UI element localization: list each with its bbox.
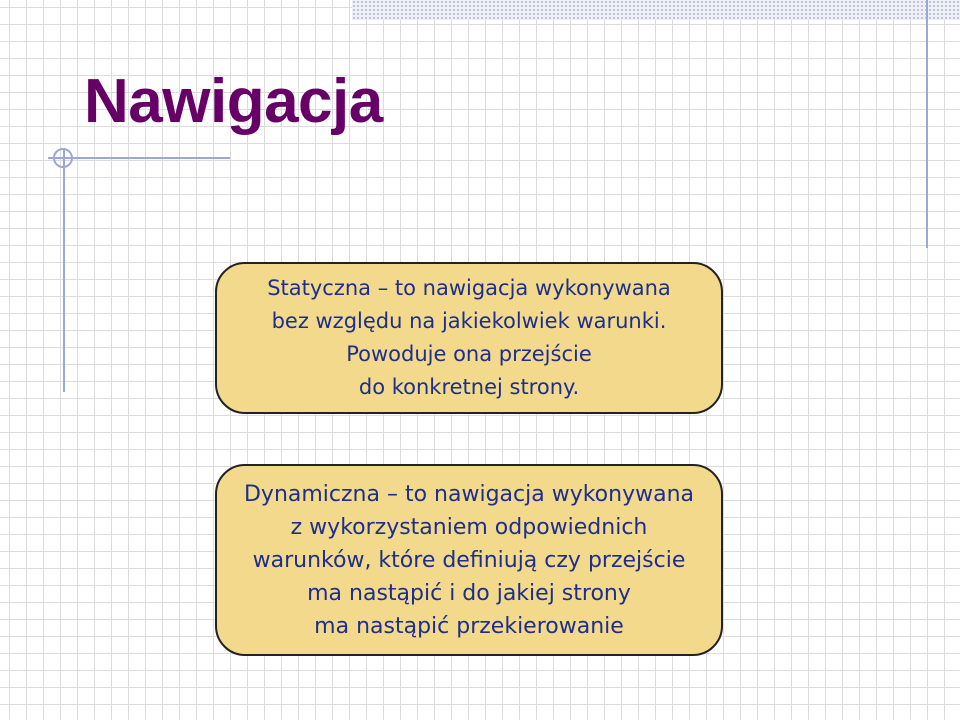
dynamic-box-line-2: z wykorzystaniem odpowiednich — [290, 514, 648, 540]
dynamic-box-line-5: ma nastąpić przekierowanie — [314, 613, 624, 639]
static-box-line-2: bez względu na jakiekolwiek warunki. — [271, 309, 667, 333]
title-underline-rule — [48, 157, 230, 159]
static-box-line-1: Statyczna – to nawigacja wykonywana — [267, 276, 671, 300]
dynamic-navigation-box — [215, 464, 723, 656]
dynamic-box-line-1: Dynamiczna – to nawigacja wykonywana — [243, 481, 694, 507]
decorative-top-band — [352, 0, 960, 20]
dynamic-box-line-3: warunków, które definiują czy przejście — [252, 547, 686, 573]
left-vertical-rule — [63, 150, 65, 392]
dynamic-box-line-4: ma nastąpić i do jakiej strony — [307, 580, 631, 606]
static-navigation-box — [215, 262, 723, 414]
static-box-line-4: do konkretnej strony. — [358, 375, 580, 399]
crosshair-circle-icon — [53, 148, 73, 168]
right-vertical-rule — [926, 0, 928, 248]
static-box-line-3: Powoduje ona przejście — [346, 342, 592, 366]
slide-title: Nawigacja — [84, 67, 383, 136]
